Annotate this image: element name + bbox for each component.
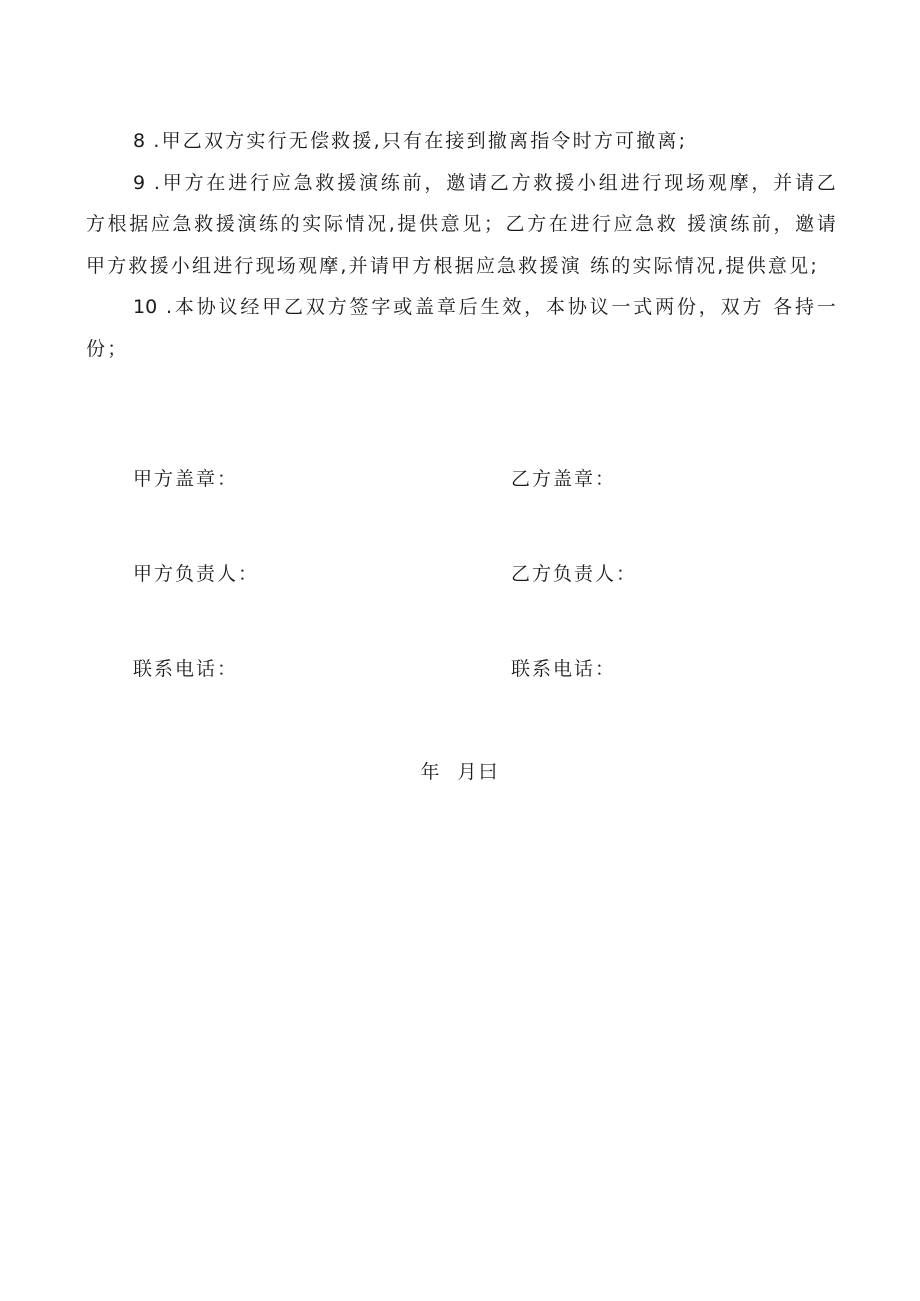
clause-8-number: 8 bbox=[133, 130, 146, 152]
clause-9 bbox=[86, 163, 838, 288]
party-b-seal-label: 乙方盖章： bbox=[511, 468, 617, 490]
clause-8-separator: . bbox=[145, 130, 162, 152]
clause-10 bbox=[86, 287, 838, 370]
clause-10-separator: . bbox=[157, 296, 175, 318]
party-a-phone-label: 联系电话： bbox=[133, 658, 239, 680]
clause-8 bbox=[86, 121, 838, 163]
phone-row bbox=[133, 653, 753, 748]
date-line: 年 月曰 bbox=[420, 761, 500, 783]
party-b-phone-label: 联系电话： bbox=[511, 658, 617, 680]
agreement-clauses bbox=[86, 121, 838, 370]
responsible-person-row bbox=[133, 558, 753, 653]
clause-9-separator: . bbox=[145, 171, 163, 194]
clause-10-text: 本协议经甲乙双方签字或盖章后生效，本协议一式两份，双方 各持一份； bbox=[86, 296, 838, 360]
party-a-seal-label: 甲方盖章： bbox=[133, 468, 239, 490]
clause-10-number: 10 bbox=[133, 296, 158, 318]
clause-8-text: 甲乙双方实行无偿救援,只有在接到撤离指令时方可撤离; bbox=[161, 130, 688, 152]
signature-block bbox=[133, 463, 753, 748]
party-b-person-label: 乙方负责人： bbox=[511, 563, 638, 585]
seal-row bbox=[133, 463, 753, 558]
party-a-person-label: 甲方负责人： bbox=[133, 563, 260, 585]
clause-9-text: 甲方在进行应急救援演练前，邀请乙方救援小组进行现场观摩，并请乙方根据应急救援演练的实际情况,提供意见；乙方在进行应急救 援演练前，邀请甲方救援小组进行现场观摩,并请甲方根据应急救援演 练的实际情况,提供意见; bbox=[86, 171, 839, 277]
clause-9-number: 9 bbox=[133, 171, 146, 194]
